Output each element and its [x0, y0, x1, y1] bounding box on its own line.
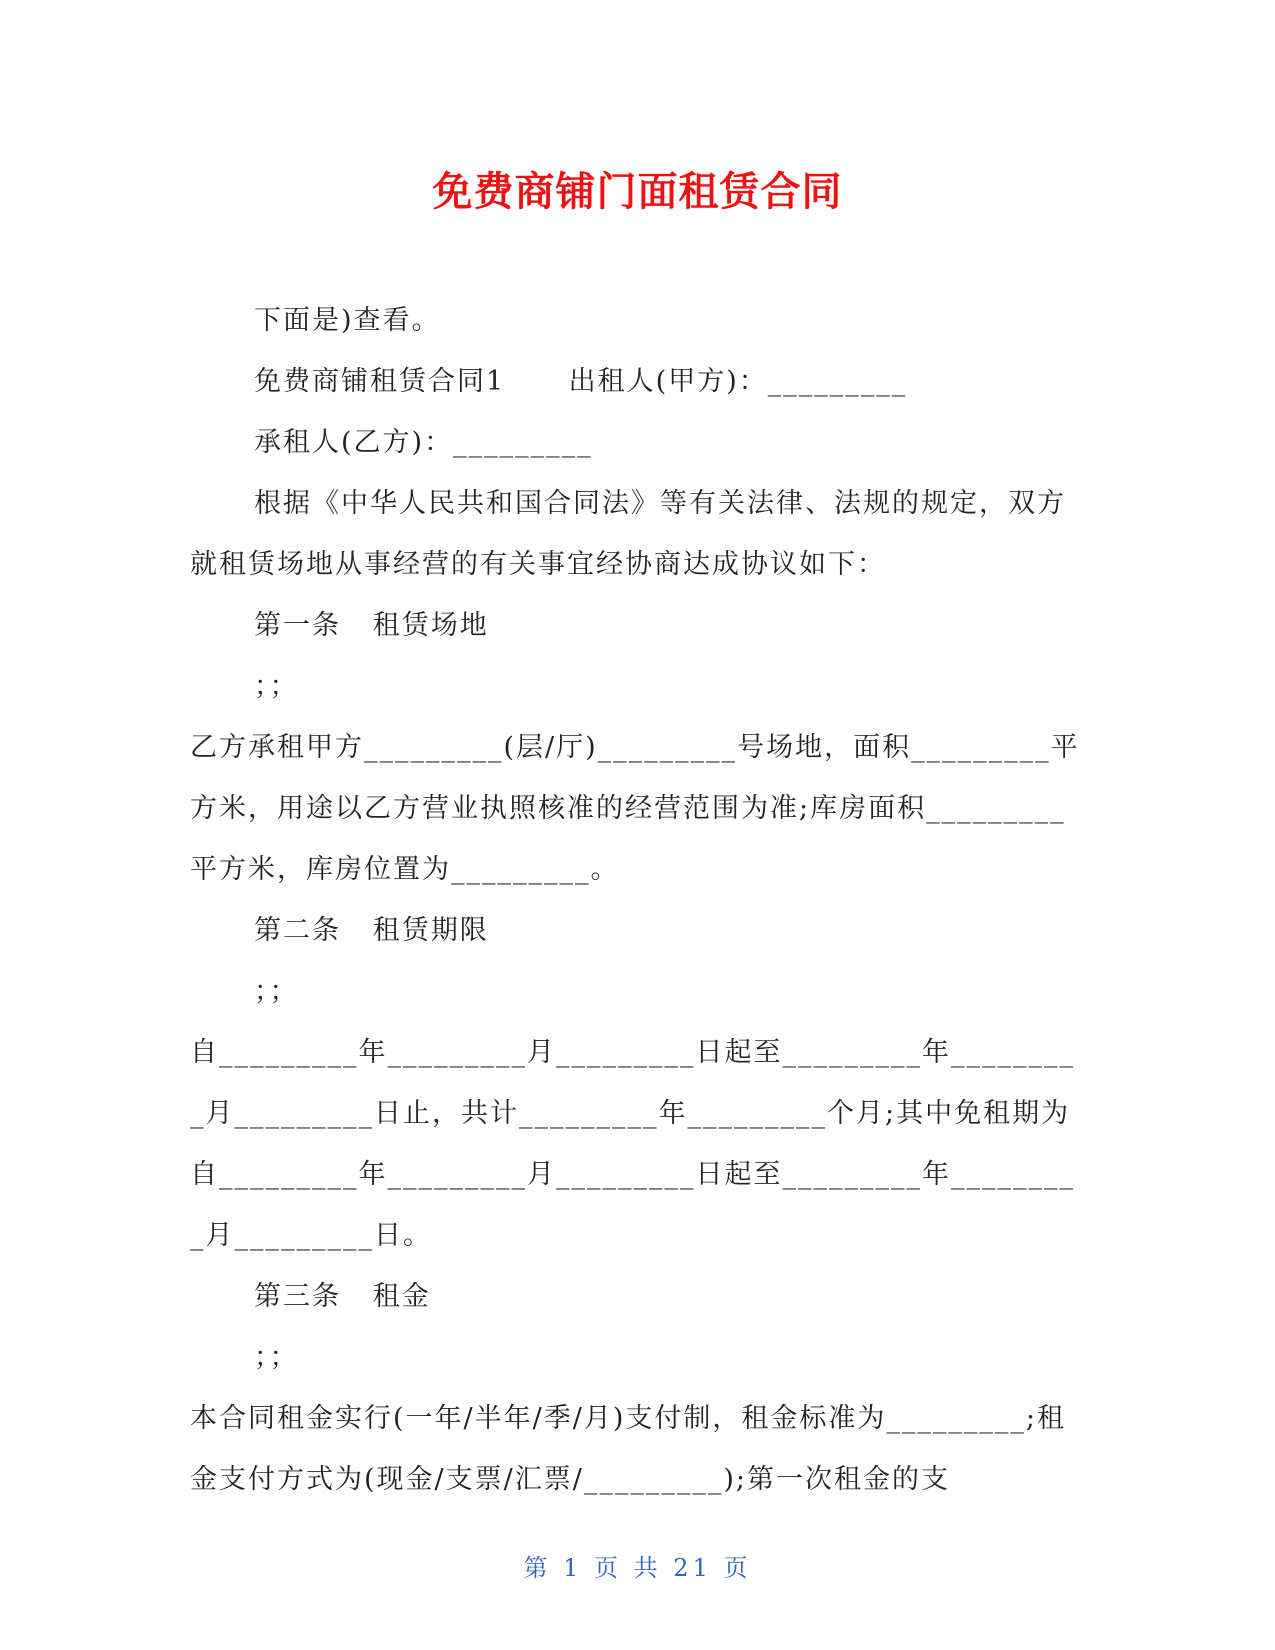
paragraph-lessee: 承租人(乙方)：_________ [254, 427, 593, 458]
paragraph-lessor: 免费商铺租赁合同1 出租人(甲方)：_________ [254, 366, 908, 397]
paragraph-preamble: 根据《中华人民共和国合同法》等有关法律、法规的规定，双方就租赁场地从事经营的有关事宜经协商达成协议如下： [190, 488, 1066, 580]
document-title: 免费商铺门面租赁合同 [432, 169, 843, 215]
paragraph-premises: 乙方承租甲方_________(层/厅)_________号场地，面积_________平方米，用途以乙方营业执照核准的经营范围为准;库房面积_________平方米，库房位置为_________。 [190, 732, 1080, 885]
document-body [190, 290, 1082, 1510]
separator-line: ；； [254, 671, 299, 702]
paragraph-rent: 本合同租金实行(一年/半年/季/月)支付制，租金标准为_________;租金支付方式为(现金/支票/汇票/_________);第一次租金的支 [190, 1403, 1066, 1495]
article-heading-1: 第一条 租赁场地 [254, 610, 489, 641]
page-number-footer: 第 1 页 共 21 页 [523, 1554, 752, 1582]
article-heading-2: 第二条 租赁期限 [254, 915, 489, 946]
article-heading-3: 第三条 租金 [254, 1281, 431, 1312]
separator-line: ；； [254, 1342, 299, 1373]
paragraph-intro: 下面是)查看。 [254, 305, 441, 336]
paragraph-term: 自_________年_________月_________日起至_________年_________月_________日止，共计_________年_________个月;其中免租期为自_________年_________月_________日起至_________年_________月_________日。 [190, 1037, 1075, 1251]
separator-line: ；； [254, 976, 299, 1007]
